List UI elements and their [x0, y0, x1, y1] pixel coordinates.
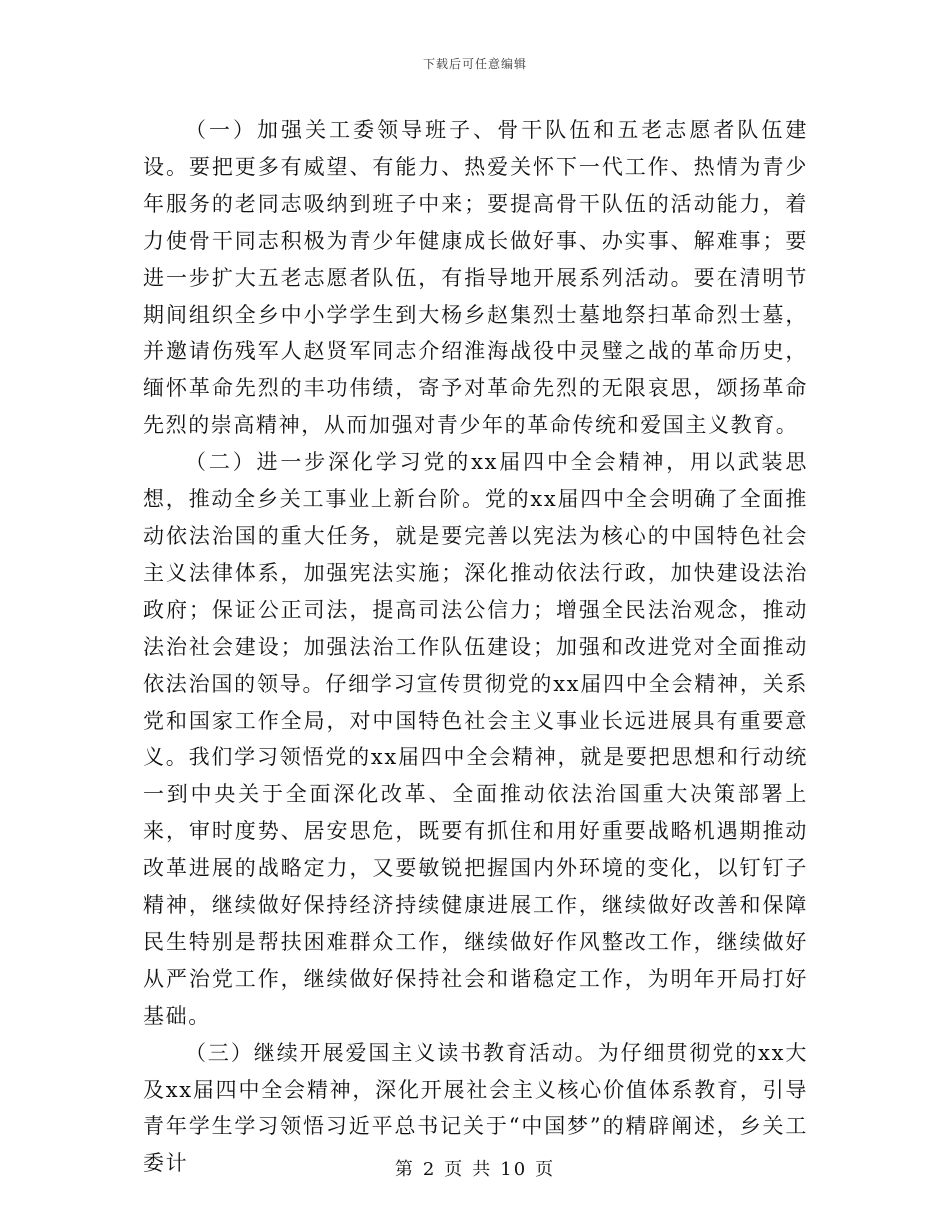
current-page-number: 2 — [422, 1159, 437, 1180]
footer-suffix: 页 — [535, 1159, 556, 1180]
paragraph-2: （二）进一步深化学习党的xx届四中全会精神，用以武装思想，推动全乡关工事业上新台阶。党的xx届四中全会明确了全面推动依法治国的重大任务，就是要完善以宪法为核心的中国特色社会主义法律体系，加强宪法实施；深化推动依法行政，加快建设法治政府；保证公正司法，提高司法公信力；增强全民法治观念，推动法治社会建设；加强法治工作队伍建设；加强和改进党对全面推动依法治国的领导。仔细学习宣传贯彻党的xx届四中全会精神，关系党和国家工作全局，对中国特色社会主义事业长远进展具有重要意义。我们学习领悟党的xx届四中全会精神，就是要把思想和行动统一到中央关于全面深化改革、全面推动依法治国重大决策部署上来，审时度势、居安思危，既要有抓住和用好重要战略机遇期推动改革进展的战略定力，又要敏锐把握国内外环境的变化，以钉钉子精神，继续做好保持经济持续健康进展工作，继续做好改善和保障民生特别是帮扶困难群众工作，继续做好作风整改工作，继续做好从严治党工作，继续做好保持社会和谐稳定工作，为明年开局打好基础。 — [143, 450, 808, 1028]
footer-page-label: 页 — [444, 1159, 465, 1180]
footer-total-label: 共 — [472, 1159, 493, 1180]
paragraph-1: （一）加强关工委领导班子、骨干队伍和五老志愿者队伍建设。要把更多有威望、有能力、热爱关怀下一代工作、热情为青少年服务的老同志吸纳到班子中来；要提高骨干队伍的活动能力，着力使骨干同志积极为青少年健康成长做好事、办实事、解难事；要进一步扩大五老志愿者队伍，有指导地开展系列活动。要在清明节期间组织全乡中小学学生到大杨乡赵集烈士墓地祭扫革命烈士墓，并邀请伤残军人赵贤军同志介绍淮海战役中灵璧之战的革命历史，缅怀革命先烈的丰功伟绩，寄予对革命先烈的无限哀思，颂扬革命先烈的崇高精神，从而加强对青少年的革命传统和爱国主义教育。 — [143, 118, 808, 438]
total-pages-number: 10 — [500, 1159, 528, 1180]
paragraph-3: （三）继续开展爱国主义读书教育活动。为仔细贯彻党的xx大及xx届四中全会精神，深化开展社会主义核心价值体系教育，引导青年学生学习领悟习近平总书记关于“中国梦”的精辟阐述，乡关工委计 — [143, 1040, 808, 1176]
page-header: 下载后可任意编辑 — [422, 57, 527, 71]
footer-prefix: 第 — [394, 1159, 415, 1180]
document-body — [143, 112, 808, 1182]
page-footer — [0, 1155, 950, 1181]
